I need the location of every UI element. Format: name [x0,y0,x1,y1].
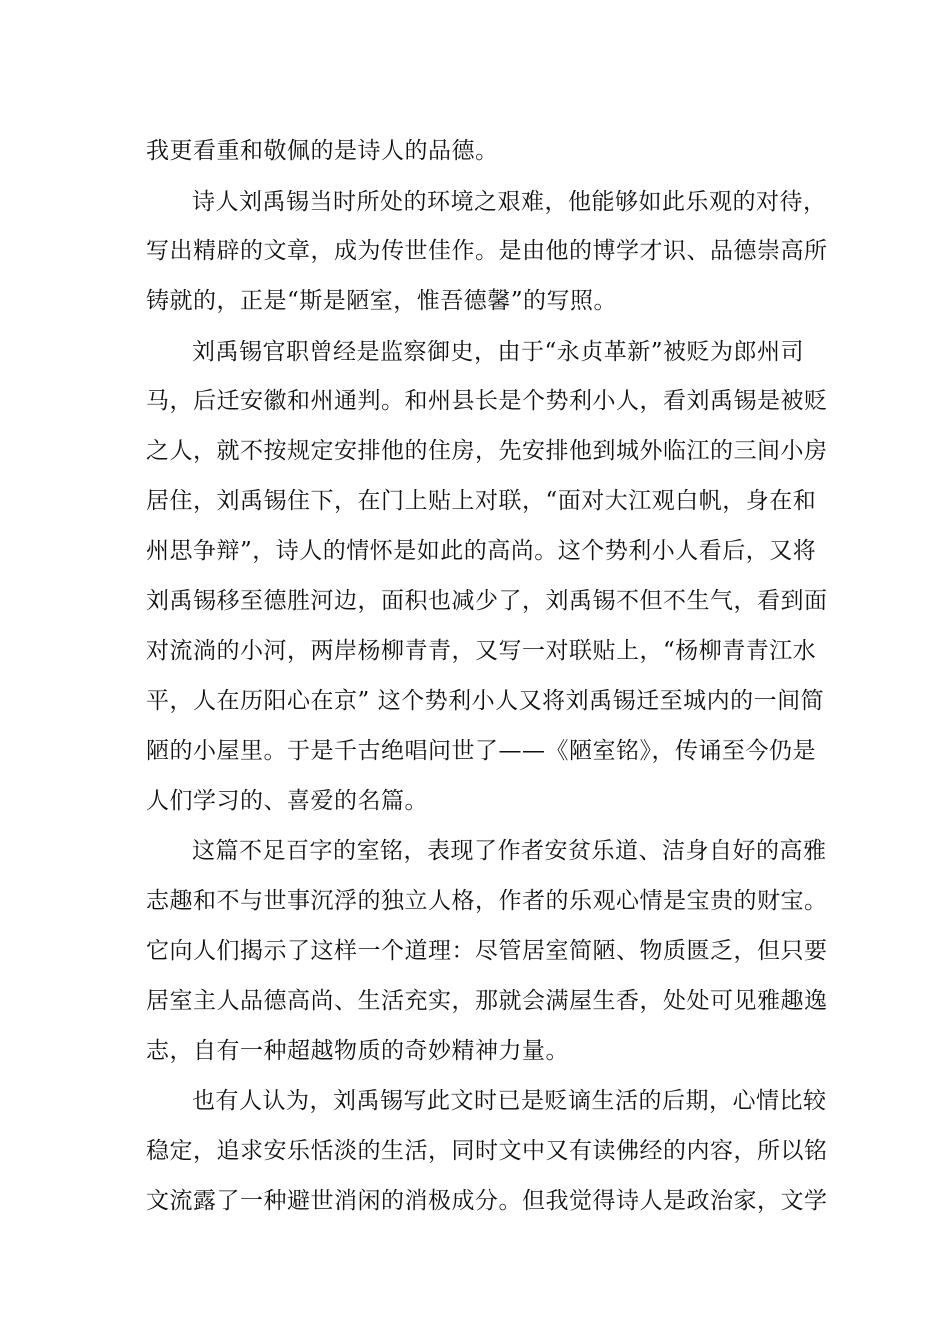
text-line: 这篇不足百字的室铭，表现了作者安贫乐道、洁身自好的高雅 [192,838,827,864]
text-line: 刘禹锡官职曾经是监察御史，由于“永贞革新”被贬为郎州司 [192,339,805,365]
text-line: 州思争辩”，诗人的情怀是如此的高尚。这个势利小人看后，又将 [146,538,817,564]
text-line: 志，自有一种超越物质的奇妙精神力量。 [146,1038,569,1064]
text-line: 平，人在历阳心在京” 这个势利小人又将刘禹锡迁至城内的一间简 [146,688,825,714]
text-line: 铸就的，正是“斯是陋室，惟吾德馨”的写照。 [146,288,618,314]
text-line: 稳定，追求安乐恬淡的生活，同时文中又有读佛经的内容，所以铭 [146,1138,828,1164]
text-line: 它向人们揭示了这样一个道理：尽管居室简陋、物质匮乏，但只要 [146,938,828,964]
text-line: 之人，就不按规定安排他的住房，先安排他到城外临江的三间小房 [146,438,828,464]
text-line: 也有人认为，刘禹锡写此文时已是贬谪生活的后期，心情比较 [192,1088,827,1114]
text-line: 刘禹锡移至德胜河边，面积也减少了，刘禹锡不但不生气，看到面 [146,588,828,614]
text-line: 对流淌的小河，两岸杨柳青青，又写一对联贴上，“杨柳青青江水 [146,638,817,664]
text-line: 志趣和不与世事沉浮的独立人格，作者的乐观心情是宝贵的财宝。 [146,888,828,914]
text-line: 居住，刘禹锡住下，在门上贴上对联，“面对大江观白帆，身在和 [146,488,817,514]
text-line: 诗人刘禹锡当时所处的环境之艰难，他能够如此乐观的对待， [192,189,827,215]
text-line: 写出精辟的文章，成为传世佳作。是由他的博学才识、品德崇高所 [146,238,828,264]
text-line: 马，后迁安徽和州通判。和州县长是个势利小人，看刘禹锡是被贬 [146,388,828,414]
text-line: 我更看重和敬佩的是诗人的品德。 [146,138,499,164]
text-line: 陋的小屋里。于是千古绝唱问世了——《陋室铭》，传诵至今仍是 [146,738,816,764]
text-line: 文流露了一种避世消闲的消极成分。但我觉得诗人是政治家，文学 [146,1188,828,1214]
text-line: 居室主人品德高尚、生活充实，那就会满屋生香，处处可见雅趣逸 [146,988,828,1014]
text-line: 人们学习的、喜爱的名篇。 [146,788,428,814]
